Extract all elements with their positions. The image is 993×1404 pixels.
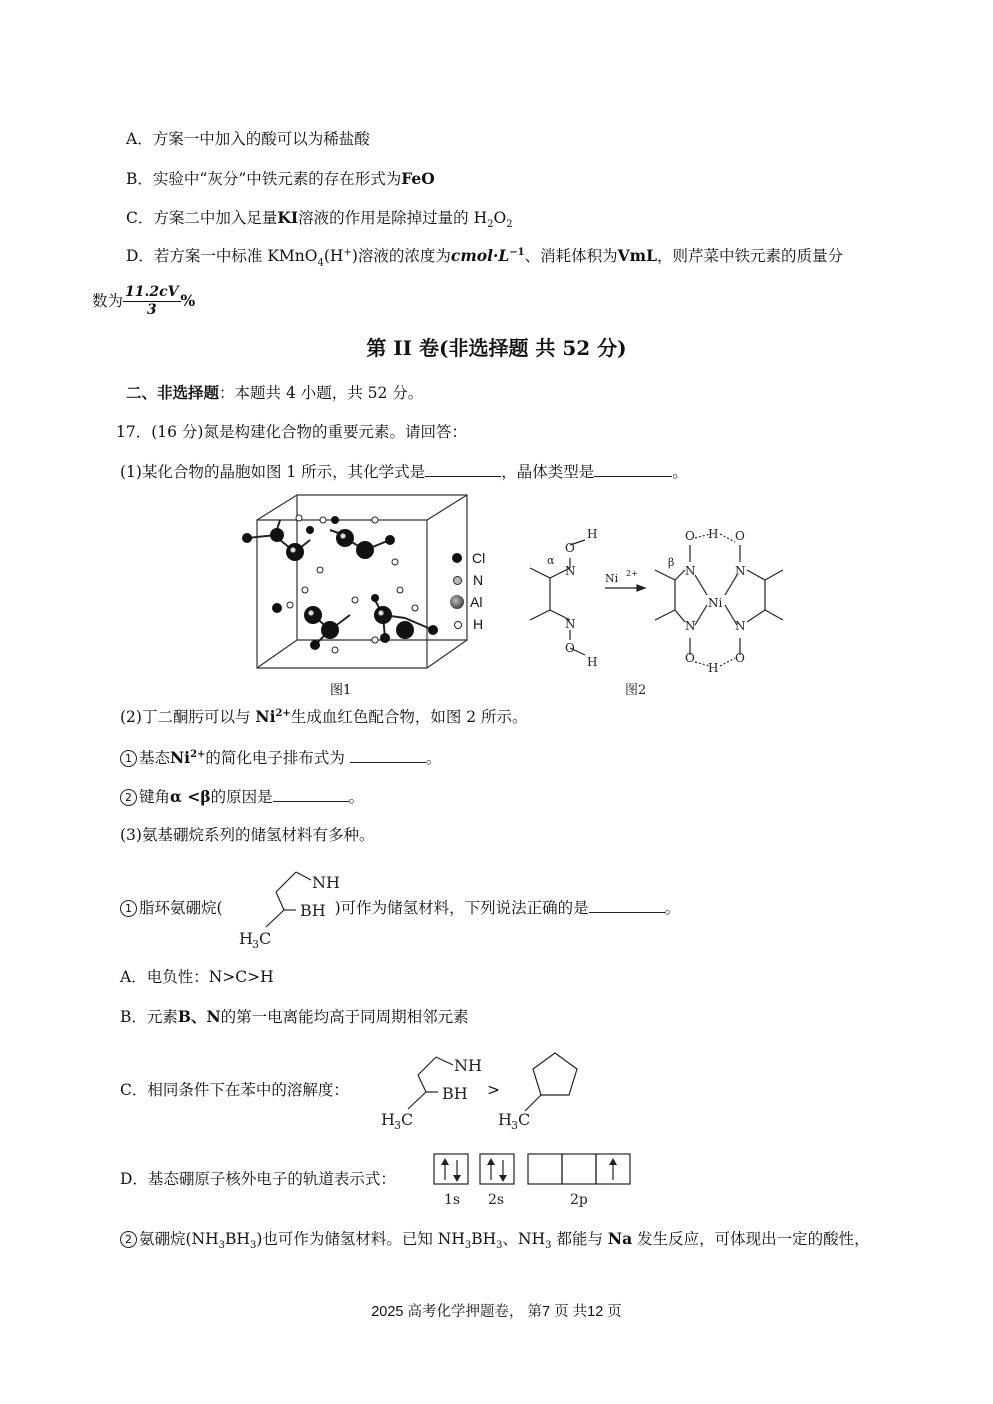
svg-text:图2: 图2	[625, 683, 647, 698]
svg-text:N: N	[685, 564, 696, 578]
svg-text:NH: NH	[312, 873, 340, 892]
svg-text:N: N	[735, 564, 746, 578]
section-title: 第 II 卷(非选择题 共 52 分)	[366, 336, 627, 360]
fig1-legend: Cl N Al H	[452, 550, 485, 638]
section2-intro: 二、非选择题：本题共 4 小题，共 52 分。	[126, 383, 424, 402]
legend-al-icon	[450, 595, 464, 609]
svg-text:H: H	[708, 661, 719, 675]
option-c: C．方案二中加入足量KI溶液的作用是除掉过量的 $H_2O_2$	[126, 208, 513, 231]
svg-text:Ni: Ni	[708, 596, 723, 610]
svg-text:2+: 2+	[626, 569, 638, 578]
legend-h-icon	[454, 621, 462, 629]
fig1-label: 图1	[330, 683, 352, 698]
svg-text:2p: 2p	[570, 1192, 588, 1208]
svg-text:O: O	[735, 529, 745, 543]
svg-text:N: N	[735, 619, 746, 633]
svg-text:H: H	[587, 527, 598, 541]
svg-text:3: 3	[252, 938, 259, 950]
q17-part3-2: 2 氨硼烷$(NH_3BH_3)$也可作为储氢材料。已知 $NH_3BH_3$、$NH_3$ 都能与 Na 发生反应，可体现出一定的酸性，	[120, 1230, 870, 1252]
svg-text:BH: BH	[442, 1084, 468, 1103]
q17-part1: (1)某化合物的晶胞如图 1 所示，其化学式是 ，晶体类型是 。	[120, 463, 688, 481]
option-d: D．若方案一中标准 KMnO$_4$(H+)溶液的浓度为$cmol\cdot L^{-1}$、消耗体积为VmL，则芹菜中铁元素的质量分	[126, 246, 843, 269]
q17-part2: (2)丁二酮肟可以与 $Ni^{2+}$生成血红色配合物，如图 2 所示。	[120, 707, 528, 727]
svg-text:N: N	[565, 617, 576, 631]
atom-cl	[242, 533, 252, 543]
svg-text:O: O	[565, 541, 575, 555]
q17-stem: 17．(16 分)氮是构建化合物的重要元素。请回答：	[116, 423, 467, 441]
svg-text:Ni: Ni	[605, 572, 619, 585]
orbital-diagram	[432, 1152, 637, 1210]
svg-text:α: α	[547, 554, 555, 567]
svg-text:BH: BH	[300, 901, 326, 920]
q17-part3-1: 1 脂环氨硼烷( )可作为储氢材料，下列说法正确的是 。	[120, 898, 680, 918]
svg-text:3: 3	[394, 1119, 401, 1131]
svg-text:1s: 1s	[444, 1192, 461, 1208]
svg-text:O: O	[565, 641, 575, 655]
svg-text:H: H	[381, 1110, 395, 1129]
legend-n-icon	[453, 576, 462, 585]
svg-text:β: β	[668, 556, 675, 569]
legend-cl-icon	[452, 553, 462, 563]
molecule-c-methylcyclopentane	[495, 1047, 585, 1131]
q17-opt-b: B．元素B、N的第一电离能均高于同周期相邻元素	[120, 1007, 469, 1026]
svg-text:3: 3	[511, 1119, 518, 1131]
page-footer: 2025 高考化学押题卷， 第7 页 共12 页	[371, 1304, 622, 1320]
svg-text:O: O	[685, 529, 695, 543]
svg-text:2s: 2s	[488, 1192, 505, 1208]
option-d-continued: 数为 $\frac{11.2cV}{3}$ %	[92, 284, 196, 318]
svg-text:C: C	[518, 1110, 531, 1129]
svg-text:O: O	[685, 651, 695, 665]
option-b: B．实验中“灰分”中铁元素的存在形式为FeO	[126, 169, 435, 188]
q17-opt-c: C．相同条件下在苯中的溶解度：	[120, 1081, 349, 1099]
svg-text:O: O	[735, 651, 745, 665]
figure-2-dimethylglyoxime	[525, 520, 795, 700]
q17-part2-1: 1 基态$Ni^{2+}$的简化电子排布式为 。	[120, 748, 441, 768]
svg-text:H: H	[708, 527, 719, 541]
q17-part2-2: 2 键角α <β的原因是 。	[120, 787, 364, 807]
svg-text:H: H	[498, 1110, 512, 1129]
svg-text:N: N	[685, 619, 696, 633]
svg-text:H: H	[239, 929, 253, 948]
svg-text:H: H	[587, 655, 598, 669]
greater-than: >	[487, 1081, 500, 1099]
molecule-c-amine-borane	[378, 1047, 488, 1131]
svg-text:NH: NH	[454, 1056, 482, 1075]
svg-text:N: N	[565, 564, 576, 578]
svg-text:C: C	[401, 1110, 414, 1129]
q17-part3: (3)氨基硼烷系列的储氢材料有多种。	[120, 826, 375, 844]
fraction: $\frac{11.2cV}{3}$	[125, 284, 179, 318]
svg-text:C: C	[259, 929, 272, 948]
option-a: A．方案一中加入的酸可以为稀盐酸	[126, 130, 370, 148]
q17-opt-a: A．电负性：N>C>H	[120, 968, 274, 986]
q17-opt-d: D．基态硼原子核外电子的轨道表示式：	[120, 1170, 396, 1188]
